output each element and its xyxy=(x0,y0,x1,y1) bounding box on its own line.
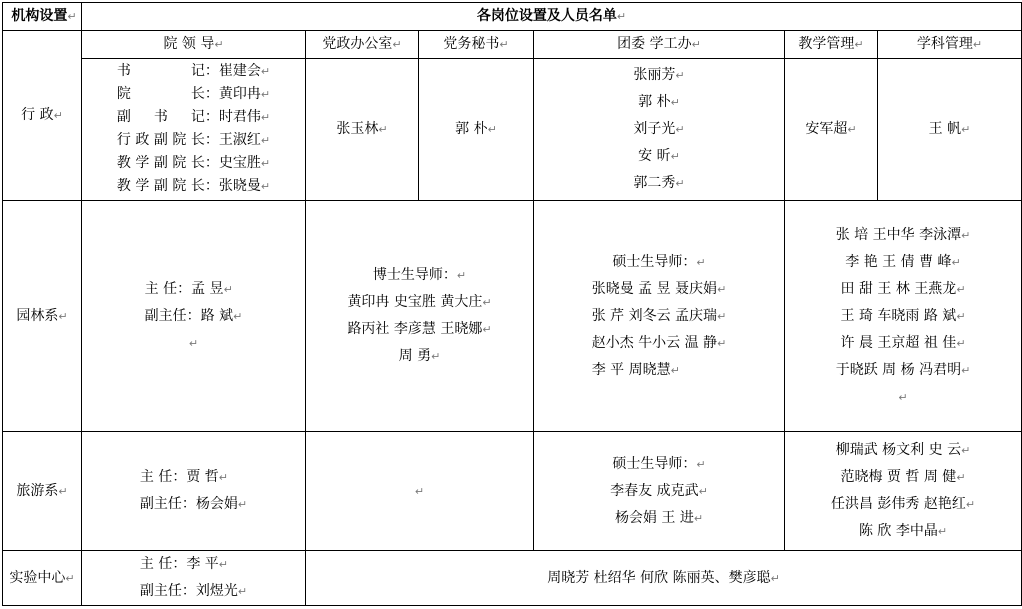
director: 主 任：孟 昱↵ xyxy=(144,280,233,297)
staff-line: 柳瑞武 杨文利 史 云↵ xyxy=(835,442,971,458)
staff-line: 田 甜 王 林 王燕龙↵ xyxy=(840,280,966,297)
director-block xyxy=(140,551,247,605)
lab-label: 实验中心 xyxy=(9,569,66,586)
lab-directors-cell xyxy=(82,551,306,606)
director-block xyxy=(140,464,247,518)
cell-end-mark: ↵ xyxy=(691,38,701,51)
leader-name: 王淑红 xyxy=(218,132,261,148)
garden-row xyxy=(3,201,1022,432)
master-list xyxy=(592,276,727,384)
cell-end-mark: ↵ xyxy=(260,134,271,147)
cell-end-mark: ↵ xyxy=(378,123,388,136)
phd-title: 博士生导师：↵ xyxy=(372,267,467,283)
master-line: 杨会娟 王 进↵ xyxy=(614,509,704,526)
cell-end-mark: ↵ xyxy=(260,180,271,193)
lab-staff: 周晓芳 杜绍华 何欣 陈丽英、樊彦聪 xyxy=(547,569,771,586)
phd-line: 黄印冉 史宝胜 黄大庄↵ xyxy=(347,294,492,310)
col-teaching xyxy=(785,31,878,59)
cell-end-mark: ↵ xyxy=(58,309,68,323)
staff-line: 许 晨 王京超 祖 佳↵ xyxy=(840,334,966,351)
leader-role: 教学副院长 xyxy=(116,178,205,194)
garden-directors-cell xyxy=(82,201,306,432)
col-office xyxy=(306,31,419,59)
admin-league-cell xyxy=(534,59,785,201)
corner-cell xyxy=(3,3,82,31)
cell-end-mark: ↵ xyxy=(58,484,68,498)
secretary-staff: 郭 朴 xyxy=(455,121,488,137)
empty-paragraph: ↵ xyxy=(898,390,908,404)
cell-end-mark: ↵ xyxy=(616,10,627,23)
admin-row xyxy=(3,59,1022,201)
cell-end-mark: ↵ xyxy=(770,571,780,585)
staff-line: 王 琦 车晓雨 路 斌↵ xyxy=(840,307,966,324)
cell-end-mark: ↵ xyxy=(854,38,864,51)
cell-end-mark: ↵ xyxy=(487,123,497,136)
master-line: 李 平 周晓慧↵ xyxy=(591,361,680,378)
master-line: 李春友 成克武↵ xyxy=(610,482,708,499)
cell-end-mark: ↵ xyxy=(260,65,271,78)
league-staff: 郭二秀↵ xyxy=(633,175,685,191)
table-title-cell xyxy=(82,3,1022,31)
admin-discipline-cell xyxy=(878,59,1022,201)
leader-item: 行政副院长：王淑红↵ xyxy=(117,129,270,152)
discipline-staff: 王 帆 xyxy=(928,121,962,137)
cell-end-mark: ↵ xyxy=(972,38,983,51)
col-league xyxy=(534,31,785,59)
deputy-director: 副主任：杨会娟↵ xyxy=(139,496,248,512)
staff-line: 张 培 王中华 李泳潭↵ xyxy=(835,226,971,243)
col-leaders-label: 院 领 导 xyxy=(163,36,215,52)
teaching-staff: 安军超 xyxy=(805,121,848,137)
director-block xyxy=(145,276,243,357)
col-league-label: 团委 学工办 xyxy=(617,36,692,52)
leader-role: 副书记 xyxy=(116,109,205,125)
master-line: 赵小杰 牛小云 温 静↵ xyxy=(591,334,727,351)
tourism-label-cell xyxy=(3,432,82,551)
garden-phd-cell xyxy=(306,201,534,432)
leader-item: 教学副院长：张晓曼↵ xyxy=(117,175,270,198)
leader-name: 黄印冉 xyxy=(218,86,261,102)
cell-end-mark: ↵ xyxy=(392,38,402,51)
corner-label: 机构设置 xyxy=(11,8,68,24)
cell-end-mark: ↵ xyxy=(214,38,224,51)
leader-item: 教学副院长：史宝胜↵ xyxy=(117,152,270,175)
staff-line: 李 艳 王 倩 曹 峰↵ xyxy=(845,253,961,270)
col-secretary-label: 党务秘书 xyxy=(443,36,500,52)
admin-teaching-cell xyxy=(785,59,878,201)
empty-paragraph: ↵ xyxy=(188,336,199,350)
office-staff: 张玉林 xyxy=(336,121,379,137)
leader-item: 院长：黄印冉↵ xyxy=(117,83,270,106)
cell-end-mark: ↵ xyxy=(499,38,509,51)
col-secretary xyxy=(419,31,534,59)
lab-staff-cell xyxy=(306,551,1022,606)
league-staff: 郭 朴↵ xyxy=(638,94,680,110)
leader-name: 时君伟 xyxy=(218,109,261,125)
deputy-director: 副主任：刘煜光↵ xyxy=(139,583,248,599)
leader-item: 书记：崔建会↵ xyxy=(117,60,270,83)
tourism-label: 旅游系 xyxy=(16,482,59,499)
league-staff: 张丽芳↵ xyxy=(633,67,685,83)
cell-end-mark: ↵ xyxy=(53,109,63,122)
leader-item: 副书记：时君伟↵ xyxy=(117,106,270,129)
col-discipline-label: 学科管理 xyxy=(916,36,973,52)
phd-line: 周 勇↵ xyxy=(398,348,441,364)
garden-master-cell xyxy=(534,201,785,432)
cell-end-mark: ↵ xyxy=(65,571,75,585)
phd-line: 路丙社 李彦慧 王晓娜↵ xyxy=(347,321,492,337)
tourism-phd-cell xyxy=(306,432,534,551)
master-title: 硕士生导师：↵ xyxy=(612,455,706,472)
cell-end-mark: ↵ xyxy=(260,111,271,124)
tourism-row xyxy=(3,432,1022,551)
col-discipline xyxy=(878,31,1022,59)
cell-end-mark: ↵ xyxy=(414,484,425,498)
staff-line: 陈 欣 李中晶↵ xyxy=(858,523,948,539)
staff-line: 于晓跃 周 杨 冯君明↵ xyxy=(835,361,971,378)
tourism-master-cell xyxy=(534,432,785,551)
garden-staff-cell xyxy=(785,201,1022,432)
cell-end-mark: ↵ xyxy=(260,157,271,170)
header-row xyxy=(3,3,1022,31)
column-header-row xyxy=(3,31,1022,59)
staff-line: 任洪昌 彭伟秀 赵艳红↵ xyxy=(830,496,976,512)
lab-label-cell xyxy=(3,551,82,606)
admin-label: 行 政 xyxy=(21,107,54,123)
tourism-staff-cell xyxy=(785,432,1022,551)
garden-label-cell xyxy=(3,201,82,432)
garden-label: 园林系 xyxy=(16,307,59,324)
leader-role: 院长 xyxy=(116,86,205,102)
master-line: 张 芹 刘冬云 孟庆瑞↵ xyxy=(591,307,727,324)
lab-row xyxy=(3,551,1022,606)
league-staff: 安 昕↵ xyxy=(638,148,680,164)
staff-line: 范晓梅 贾 哲 周 健↵ xyxy=(840,469,966,485)
leader-list xyxy=(117,60,270,198)
league-staff: 刘子光↵ xyxy=(633,121,685,137)
org-table xyxy=(2,2,1022,606)
table-title: 各岗位设置及人员名单 xyxy=(476,8,617,24)
deputy-director: 副主任：路 斌↵ xyxy=(144,307,243,324)
tourism-directors-cell xyxy=(82,432,306,551)
master-line: 张晓曼 孟 昱 聂庆娟↵ xyxy=(591,280,727,297)
cell-end-mark: ↵ xyxy=(847,123,857,136)
cell-end-mark: ↵ xyxy=(260,88,271,101)
col-office-label: 党政办公室 xyxy=(322,36,393,52)
admin-office-cell xyxy=(306,59,419,201)
leader-name: 史宝胜 xyxy=(218,155,261,171)
admin-label-cell xyxy=(3,31,82,201)
master-title: 硕士生导师：↵ xyxy=(612,253,706,270)
leader-name: 张晓曼 xyxy=(218,178,261,194)
col-teaching-label: 教学管理 xyxy=(798,36,855,52)
cell-end-mark: ↵ xyxy=(67,10,77,23)
cell-end-mark: ↵ xyxy=(961,123,971,136)
director: 主 任：贾 哲↵ xyxy=(139,469,229,485)
admin-secretary-cell xyxy=(419,59,534,201)
leader-role: 教学副院长 xyxy=(116,155,205,171)
col-leaders xyxy=(82,31,306,59)
leader-role: 书记 xyxy=(116,63,205,79)
director: 主 任：李 平↵ xyxy=(139,556,229,572)
leader-name: 崔建会 xyxy=(218,63,261,79)
leader-role: 行政副院长 xyxy=(116,132,205,148)
admin-leaders-cell xyxy=(82,59,306,201)
